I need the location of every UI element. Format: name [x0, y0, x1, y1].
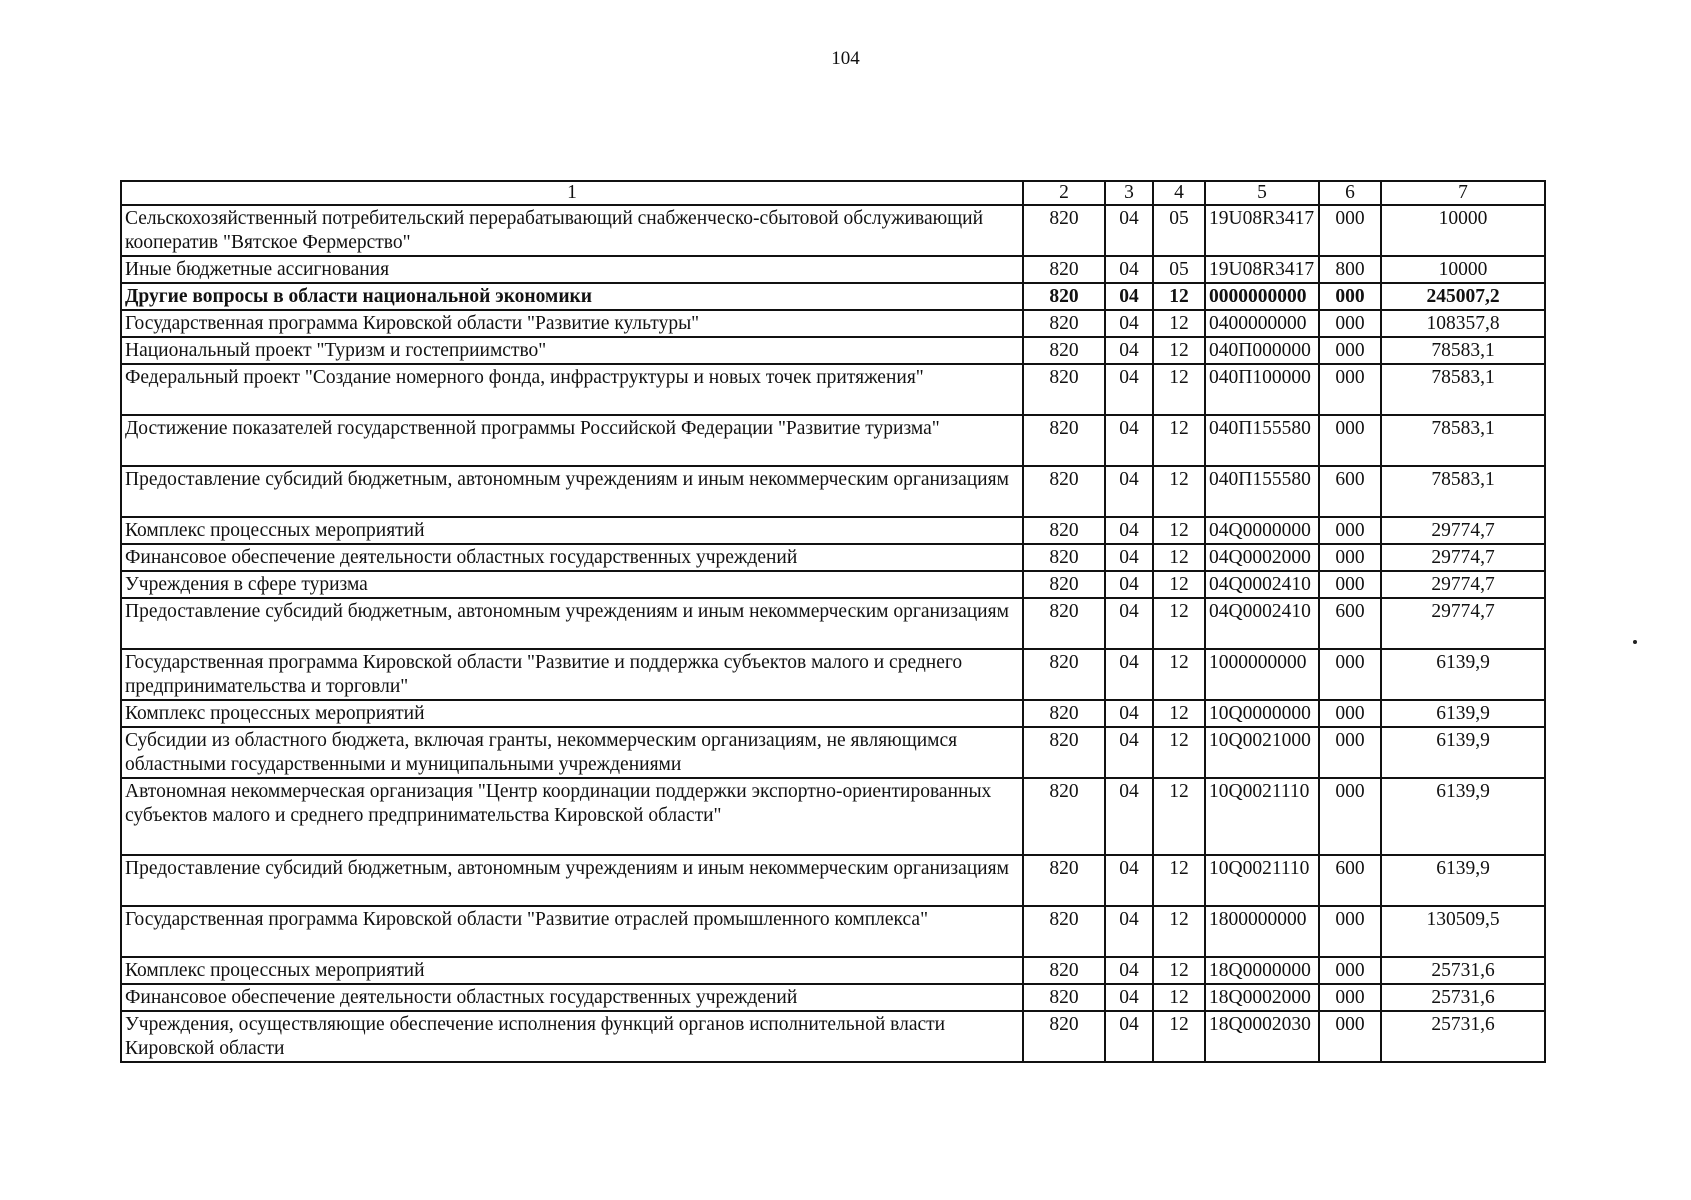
header-col-6: 6 [1319, 181, 1381, 205]
row-section: 04 [1105, 1011, 1153, 1062]
table-row [121, 544, 1545, 571]
row-admin-code: 820 [1023, 256, 1105, 283]
row-name: Предоставление субсидий бюджетным, автономным учреждениям и иным некоммерческим организациям [121, 855, 1023, 906]
header-col-7: 7 [1381, 181, 1545, 205]
row-name: Автономная некоммерческая организация "Центр координации поддержки экспортно-ориентированных субъектов малого и среднего предпринимательства Кировской области" [121, 778, 1023, 855]
row-admin-code: 820 [1023, 700, 1105, 727]
row-subsection: 12 [1153, 517, 1205, 544]
row-amount: 6139,9 [1381, 700, 1545, 727]
row-name: Иные бюджетные ассигнования [121, 256, 1023, 283]
table-row [121, 283, 1545, 310]
row-admin-code: 820 [1023, 957, 1105, 984]
table-row [121, 855, 1545, 906]
row-target-article: 10Q0021110 [1205, 855, 1319, 906]
row-amount: 6139,9 [1381, 855, 1545, 906]
row-section: 04 [1105, 466, 1153, 517]
row-amount: 6139,9 [1381, 649, 1545, 700]
row-subsection: 12 [1153, 1011, 1205, 1062]
row-subsection: 12 [1153, 364, 1205, 415]
row-expense-type: 000 [1319, 649, 1381, 700]
row-amount: 78583,1 [1381, 415, 1545, 466]
row-amount: 25731,6 [1381, 957, 1545, 984]
header-col-2: 2 [1023, 181, 1105, 205]
row-subsection: 12 [1153, 957, 1205, 984]
row-section: 04 [1105, 283, 1153, 310]
row-amount: 245007,2 [1381, 283, 1545, 310]
row-admin-code: 820 [1023, 337, 1105, 364]
row-section: 04 [1105, 337, 1153, 364]
row-subsection: 12 [1153, 310, 1205, 337]
row-expense-type: 000 [1319, 517, 1381, 544]
page-number: 104 [831, 48, 860, 69]
row-expense-type: 000 [1319, 984, 1381, 1011]
row-expense-type: 000 [1319, 415, 1381, 466]
row-target-article: 1800000000 [1205, 906, 1319, 957]
row-section: 04 [1105, 205, 1153, 256]
row-expense-type: 000 [1319, 337, 1381, 364]
row-expense-type: 000 [1319, 1011, 1381, 1062]
row-target-article: 04Q0000000 [1205, 517, 1319, 544]
row-amount: 29774,7 [1381, 544, 1545, 571]
header-col-4: 4 [1153, 181, 1205, 205]
row-subsection: 12 [1153, 906, 1205, 957]
row-expense-type: 000 [1319, 310, 1381, 337]
table-row [121, 984, 1545, 1011]
table-row [121, 256, 1545, 283]
header-row [121, 181, 1545, 205]
row-name: Комплекс процессных мероприятий [121, 700, 1023, 727]
row-section: 04 [1105, 598, 1153, 649]
row-target-article: 04Q0002410 [1205, 598, 1319, 649]
row-amount: 29774,7 [1381, 517, 1545, 544]
row-name: Государственная программа Кировской области "Развитие отраслей промышленного комплекса" [121, 906, 1023, 957]
row-target-article: 04Q0002410 [1205, 571, 1319, 598]
header-col-1: 1 [121, 181, 1023, 205]
row-amount: 29774,7 [1381, 571, 1545, 598]
row-amount: 10000 [1381, 205, 1545, 256]
row-amount: 6139,9 [1381, 727, 1545, 778]
table-row [121, 727, 1545, 778]
row-amount: 130509,5 [1381, 906, 1545, 957]
row-target-article: 040П100000 [1205, 364, 1319, 415]
row-admin-code: 820 [1023, 571, 1105, 598]
row-section: 04 [1105, 256, 1153, 283]
row-admin-code: 820 [1023, 984, 1105, 1011]
row-section: 04 [1105, 571, 1153, 598]
row-section: 04 [1105, 984, 1153, 1011]
row-amount: 6139,9 [1381, 778, 1545, 855]
row-amount: 78583,1 [1381, 364, 1545, 415]
row-target-article: 040П155580 [1205, 415, 1319, 466]
row-amount: 25731,6 [1381, 984, 1545, 1011]
row-subsection: 12 [1153, 649, 1205, 700]
row-name: Федеральный проект "Создание номерного фонда, инфраструктуры и новых точек притяжения" [121, 364, 1023, 415]
row-subsection: 12 [1153, 700, 1205, 727]
row-target-article: 10Q0021000 [1205, 727, 1319, 778]
row-name: Учреждения в сфере туризма [121, 571, 1023, 598]
row-name: Национальный проект "Туризм и гостеприимство" [121, 337, 1023, 364]
row-amount: 29774,7 [1381, 598, 1545, 649]
row-target-article: 19U08R3417 [1205, 205, 1319, 256]
row-name: Субсидии из областного бюджета, включая гранты, некоммерческим организациям, не являющимся областными государственными и муниципальными учреждениями [121, 727, 1023, 778]
row-expense-type: 000 [1319, 727, 1381, 778]
table-row [121, 598, 1545, 649]
row-subsection: 12 [1153, 855, 1205, 906]
row-section: 04 [1105, 700, 1153, 727]
row-target-article: 04Q0002000 [1205, 544, 1319, 571]
row-admin-code: 820 [1023, 727, 1105, 778]
row-admin-code: 820 [1023, 415, 1105, 466]
header-col-5: 5 [1205, 181, 1319, 205]
table-row [121, 415, 1545, 466]
row-target-article: 10Q0021110 [1205, 778, 1319, 855]
row-amount: 78583,1 [1381, 337, 1545, 364]
row-expense-type: 600 [1319, 466, 1381, 517]
row-section: 04 [1105, 415, 1153, 466]
row-target-article: 18Q0002030 [1205, 1011, 1319, 1062]
row-admin-code: 820 [1023, 649, 1105, 700]
row-target-article: 18Q0002000 [1205, 984, 1319, 1011]
row-target-article: 18Q0000000 [1205, 957, 1319, 984]
row-name: Комплекс процессных мероприятий [121, 957, 1023, 984]
row-admin-code: 820 [1023, 205, 1105, 256]
header-col-3: 3 [1105, 181, 1153, 205]
row-target-article: 0400000000 [1205, 310, 1319, 337]
scan-speck [1633, 640, 1637, 644]
row-section: 04 [1105, 364, 1153, 415]
row-section: 04 [1105, 517, 1153, 544]
row-name: Достижение показателей государственной программы Российской Федерации "Развитие туризма" [121, 415, 1023, 466]
row-admin-code: 820 [1023, 906, 1105, 957]
table-row [121, 649, 1545, 700]
row-name: Государственная программа Кировской области "Развитие и поддержка субъектов малого и среднего предпринимательства и торговли" [121, 649, 1023, 700]
row-amount: 25731,6 [1381, 1011, 1545, 1062]
row-admin-code: 820 [1023, 283, 1105, 310]
row-target-article: 1000000000 [1205, 649, 1319, 700]
row-target-article: 040П155580 [1205, 466, 1319, 517]
table-body [121, 205, 1545, 1062]
row-name: Предоставление субсидий бюджетным, автономным учреждениям и иным некоммерческим организациям [121, 466, 1023, 517]
row-section: 04 [1105, 778, 1153, 855]
row-subsection: 05 [1153, 256, 1205, 283]
row-section: 04 [1105, 855, 1153, 906]
table-row [121, 364, 1545, 415]
row-subsection: 12 [1153, 544, 1205, 571]
row-amount: 108357,8 [1381, 310, 1545, 337]
row-expense-type: 000 [1319, 283, 1381, 310]
table-row [121, 957, 1545, 984]
row-subsection: 12 [1153, 466, 1205, 517]
table-row [121, 778, 1545, 855]
table-row [121, 700, 1545, 727]
row-expense-type: 000 [1319, 778, 1381, 855]
row-name: Предоставление субсидий бюджетным, автономным учреждениям и иным некоммерческим организациям [121, 598, 1023, 649]
row-section: 04 [1105, 544, 1153, 571]
row-subsection: 12 [1153, 598, 1205, 649]
row-admin-code: 820 [1023, 598, 1105, 649]
row-target-article: 10Q0000000 [1205, 700, 1319, 727]
table-row [121, 205, 1545, 256]
table-row [121, 571, 1545, 598]
budget-table [120, 180, 1546, 1063]
row-expense-type: 000 [1319, 906, 1381, 957]
row-subsection: 12 [1153, 283, 1205, 310]
row-name: Другие вопросы в области национальной экономики [121, 283, 1023, 310]
row-expense-type: 000 [1319, 364, 1381, 415]
row-expense-type: 600 [1319, 598, 1381, 649]
row-subsection: 12 [1153, 415, 1205, 466]
row-subsection: 12 [1153, 984, 1205, 1011]
row-name: Сельскохозяйственный потребительский перерабатывающий снабженческо-сбытовой обслуживающий кооператив "Вятское Фермерство" [121, 205, 1023, 256]
row-admin-code: 820 [1023, 466, 1105, 517]
row-target-article: 0000000000 [1205, 283, 1319, 310]
row-expense-type: 000 [1319, 957, 1381, 984]
table-row [121, 466, 1545, 517]
row-name: Комплекс процессных мероприятий [121, 517, 1023, 544]
row-expense-type: 600 [1319, 855, 1381, 906]
row-admin-code: 820 [1023, 855, 1105, 906]
row-subsection: 12 [1153, 778, 1205, 855]
table-row [121, 906, 1545, 957]
row-subsection: 12 [1153, 337, 1205, 364]
row-subsection: 05 [1153, 205, 1205, 256]
row-section: 04 [1105, 649, 1153, 700]
row-name: Учреждения, осуществляющие обеспечение исполнения функций органов исполнительной власти Кировской области [121, 1011, 1023, 1062]
row-admin-code: 820 [1023, 544, 1105, 571]
row-admin-code: 820 [1023, 364, 1105, 415]
row-expense-type: 000 [1319, 700, 1381, 727]
row-expense-type: 000 [1319, 544, 1381, 571]
row-expense-type: 800 [1319, 256, 1381, 283]
row-section: 04 [1105, 727, 1153, 778]
row-section: 04 [1105, 906, 1153, 957]
table-row [121, 517, 1545, 544]
row-admin-code: 820 [1023, 1011, 1105, 1062]
row-amount: 78583,1 [1381, 466, 1545, 517]
row-expense-type: 000 [1319, 571, 1381, 598]
row-admin-code: 820 [1023, 517, 1105, 544]
row-amount: 10000 [1381, 256, 1545, 283]
table-row [121, 337, 1545, 364]
row-section: 04 [1105, 957, 1153, 984]
table-row [121, 310, 1545, 337]
row-admin-code: 820 [1023, 778, 1105, 855]
row-target-article: 040П000000 [1205, 337, 1319, 364]
row-name: Финансовое обеспечение деятельности областных государственных учреждений [121, 984, 1023, 1011]
row-subsection: 12 [1153, 571, 1205, 598]
row-expense-type: 000 [1319, 205, 1381, 256]
row-name: Финансовое обеспечение деятельности областных государственных учреждений [121, 544, 1023, 571]
row-admin-code: 820 [1023, 310, 1105, 337]
row-name: Государственная программа Кировской области "Развитие культуры" [121, 310, 1023, 337]
row-subsection: 12 [1153, 727, 1205, 778]
row-target-article: 19U08R3417 [1205, 256, 1319, 283]
table-row [121, 1011, 1545, 1062]
row-section: 04 [1105, 310, 1153, 337]
